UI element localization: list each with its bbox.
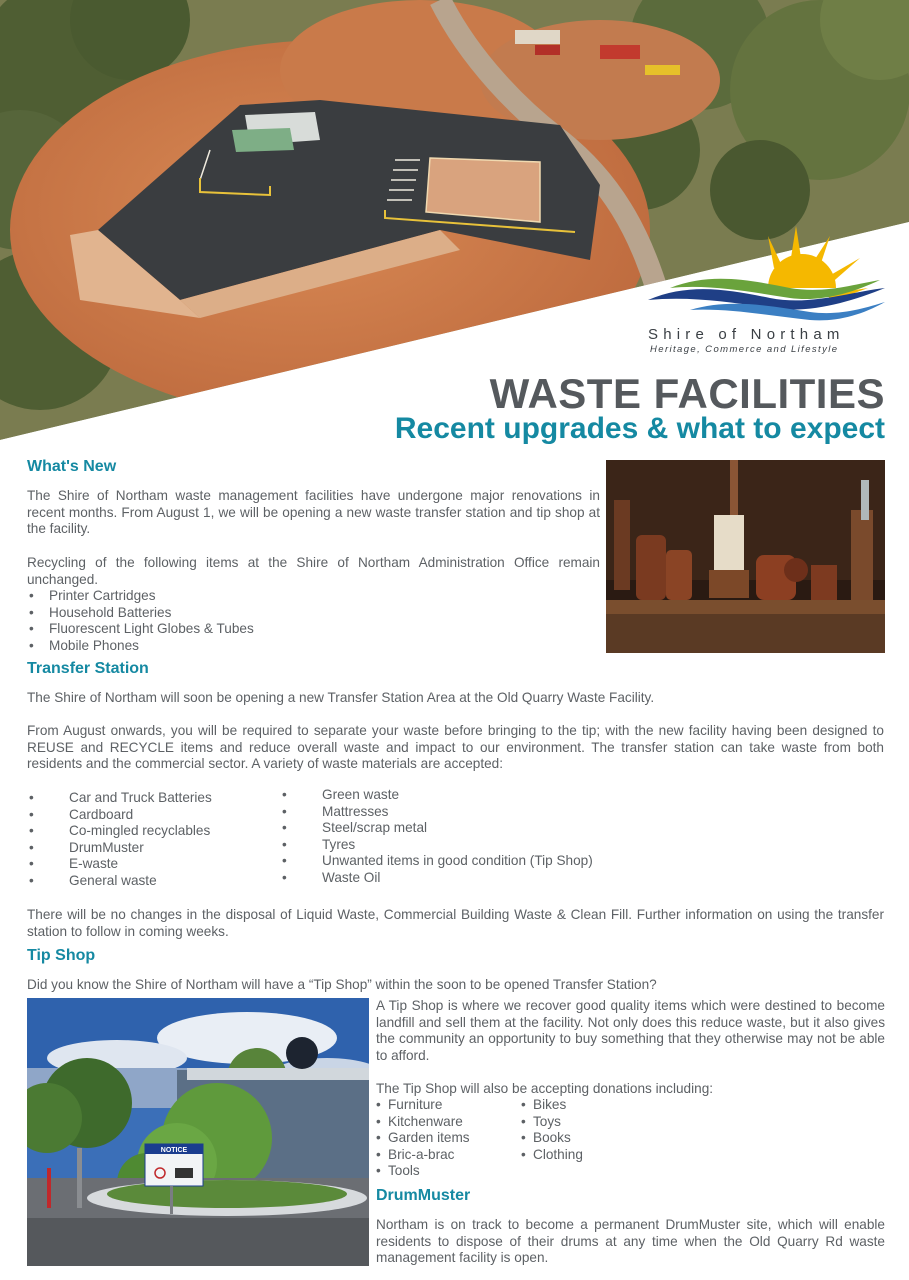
list-item: • DrumMuster	[27, 840, 277, 857]
donations-list-right	[521, 1097, 671, 1163]
list-item: • Household Batteries	[27, 605, 587, 622]
list-item: • E-waste	[27, 856, 277, 873]
transfer-station-paragraph-2: From August onwards, you will be required to separate your waste before bringing to the tip; with the new facility having been designed to REUSE and RECYCLE items and reduce overall waste and impact to our environment. The transfer station can take waste from both residents and the commercial sector. A variety of waste materials are accepted:	[27, 723, 884, 772]
list-item: • Mattresses	[280, 804, 680, 821]
list-item: • Co-mingled recyclables	[27, 823, 277, 840]
list-item: • Garden items	[376, 1130, 516, 1147]
whats-new-paragraph-1: The Shire of Northam waste management facilities have undergone major renovations in recent months. From August 1, we will be opening a new waste transfer station and tip shop at the facility.	[27, 488, 600, 537]
accepted-waste-list-left	[27, 790, 277, 890]
list-item: • Car and Truck Batteries	[27, 790, 277, 807]
transfer-station-heading: Transfer Station	[27, 660, 149, 677]
page-title: WASTE FACILITIES	[489, 370, 885, 417]
recycling-items-list	[27, 588, 587, 654]
list-item: • Tools	[376, 1163, 516, 1180]
list-item: • Steel/scrap metal	[280, 820, 680, 837]
sign-notice-title: NOTICE	[160, 1147, 188, 1154]
list-item: • Bric-a-brac	[376, 1147, 516, 1164]
rusty-machinery-photo	[606, 460, 885, 653]
drummuster-paragraph: Northam is on track to become a permanent DrumMuster site, which will enable residents to dispose of their drums at any time when the Old Quarry Rd waste management facility is open.	[376, 1217, 885, 1266]
list-item: • Clothing	[521, 1147, 671, 1164]
list-item: • Kitchenware	[376, 1114, 516, 1131]
tip-shop-paragraph-2: The Tip Shop will also be accepting donations including:	[376, 1081, 714, 1096]
accepted-waste-list-right	[280, 787, 680, 887]
sun-and-waves-logo-icon	[640, 222, 890, 322]
tip-shop-heading: Tip Shop	[27, 947, 96, 964]
drummuster-heading: DrumMuster	[376, 1187, 471, 1204]
list-item: • Tyres	[280, 837, 680, 854]
list-item: • Furniture	[376, 1097, 516, 1114]
whats-new-heading: What's New	[27, 458, 117, 475]
list-item: • Mobile Phones	[27, 638, 587, 655]
tip-shop-intro: Did you know the Shire of Northam will have a “Tip Shop” within the soon to be opened Transfer Station?	[27, 977, 657, 992]
transfer-station-paragraph-3: There will be no changes in the disposal of Liquid Waste, Commercial Building Waste & Clean Fill. Further information on using the transfer station to follow in coming weeks.	[27, 907, 884, 939]
list-item: • Toys	[521, 1114, 671, 1131]
list-item: • Fluorescent Light Globes & Tubes	[27, 621, 587, 638]
list-item: • Unwanted items in good condition (Tip Shop)	[280, 853, 680, 870]
list-item: • Cardboard	[27, 807, 277, 824]
shire-logo	[640, 222, 890, 358]
list-item: • Bikes	[521, 1097, 671, 1114]
donations-list-left	[376, 1097, 516, 1180]
whats-new-paragraph-2: Recycling of the following items at the Shire of Northam Administration Office remain unchanged.	[27, 555, 600, 587]
list-item: • Printer Cartridges	[27, 588, 587, 605]
list-item: • Green waste	[280, 787, 680, 804]
list-item: • Books	[521, 1130, 671, 1147]
tip-shop-paragraph-1: A Tip Shop is where we recover good quality items which were destined to become landfill and sell them at the facility. Not only does this reduce waste, but it also gives the community an opportunity to buy something that they otherwise may not be able to afford.	[376, 998, 885, 1063]
logo-name: Shire of Northam	[648, 326, 845, 343]
list-item: • General waste	[27, 873, 277, 890]
list-item: • Waste Oil	[280, 870, 680, 887]
transfer-station-paragraph-1: The Shire of Northam will soon be opening a new Transfer Station Area at the Old Quarry Waste Facility.	[27, 690, 655, 705]
logo-tagline: Heritage, Commerce and Lifestyle	[650, 344, 839, 355]
page-subtitle: Recent upgrades & what to expect	[394, 412, 885, 445]
tip-shop-photo	[27, 998, 369, 1266]
